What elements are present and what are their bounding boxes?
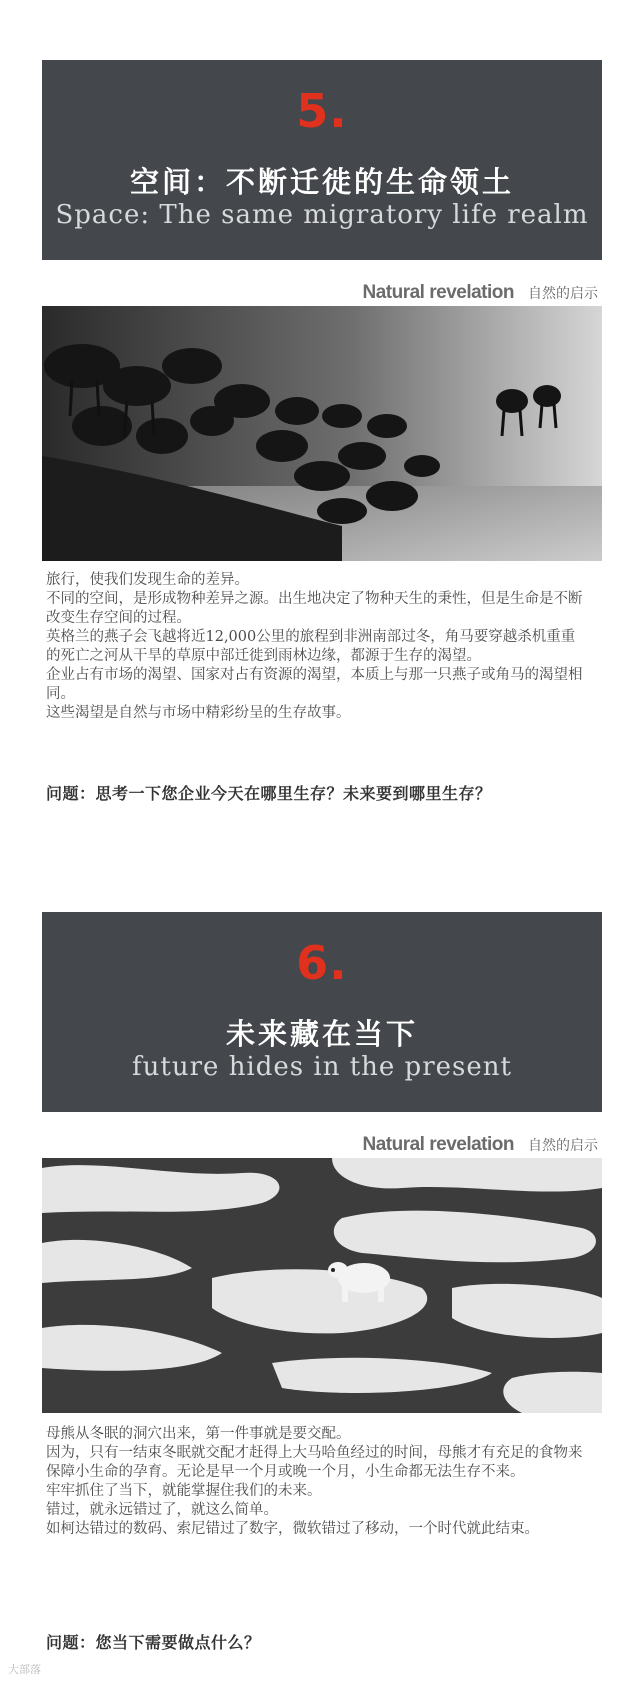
section-number: 6. — [296, 936, 348, 990]
section-banner — [42, 60, 602, 260]
section-title-en: future hides in the present — [132, 1052, 512, 1082]
paragraph: 因为，只有一结束冬眠就交配才赶得上大马哈鱼经过的时间，母熊才有充足的食物来保障小生命的孕育。无论是早一个月或晚一个月，小生命都无法生存不来。 — [46, 1445, 583, 1480]
section-body — [46, 1425, 586, 1539]
wildebeest-migration-photo — [42, 306, 602, 561]
label-cn: 自然的启示 — [528, 1138, 598, 1154]
section-title-cn: 未来藏在当下 — [225, 1017, 418, 1051]
paragraph: 企业占有市场的渴望、国家对占有资源的渴望，本质上与那一只燕子或角马的渴望相同。 — [46, 667, 583, 702]
section-question: 问题：思考一下您企业今天在哪里生存？未来要到哪里生存？ — [46, 784, 492, 803]
section-number: 5. — [296, 84, 348, 138]
paragraph: 英格兰的燕子会飞越将近12,000公里的旅程到非洲南部过冬，角马要穿越杀机重重的死亡之河从干旱的草原中部迁徙到雨林边缘，都源于生存的渴望。 — [46, 629, 576, 664]
section-body — [46, 571, 586, 723]
paragraph: 这些渴望是自然与市场中精彩纷呈的生存故事。 — [46, 705, 351, 721]
paragraph: 不同的空间，是形成物种差异之源。出生地决定了物种天生的秉性，但是生命是不断改变生存空间的过程。 — [46, 591, 583, 626]
paragraph: 旅行，使我们发现生命的差异。 — [46, 572, 249, 588]
paragraph: 错过，就永远错过了，就这么简单。 — [46, 1502, 278, 1518]
paragraph: 牢牢抓住了当下，就能掌握住我们的未来。 — [46, 1483, 322, 1499]
section-title-en: Space: The same migratory life realm — [55, 200, 589, 230]
label-en: Natural revelation — [362, 1134, 514, 1155]
section-title-cn: 空间：不断迁徙的生命领土 — [129, 165, 514, 199]
label-en: Natural revelation — [362, 282, 514, 303]
natural-revelation-label — [363, 1134, 599, 1158]
label-cn: 自然的启示 — [528, 286, 598, 302]
section-banner — [42, 912, 602, 1112]
paragraph: 母熊从冬眠的洞穴出来，第一件事就是要交配。 — [46, 1426, 351, 1442]
watermark: 大部落 — [8, 1663, 41, 1676]
natural-revelation-label — [363, 282, 599, 306]
section-question: 问题：您当下需要做点什么？ — [46, 1633, 261, 1652]
polar-bear-on-ice-photo — [42, 1158, 602, 1413]
paragraph: 如柯达错过的数码、索尼错过了数字，微软错过了移动，一个时代就此结束。 — [46, 1521, 539, 1537]
